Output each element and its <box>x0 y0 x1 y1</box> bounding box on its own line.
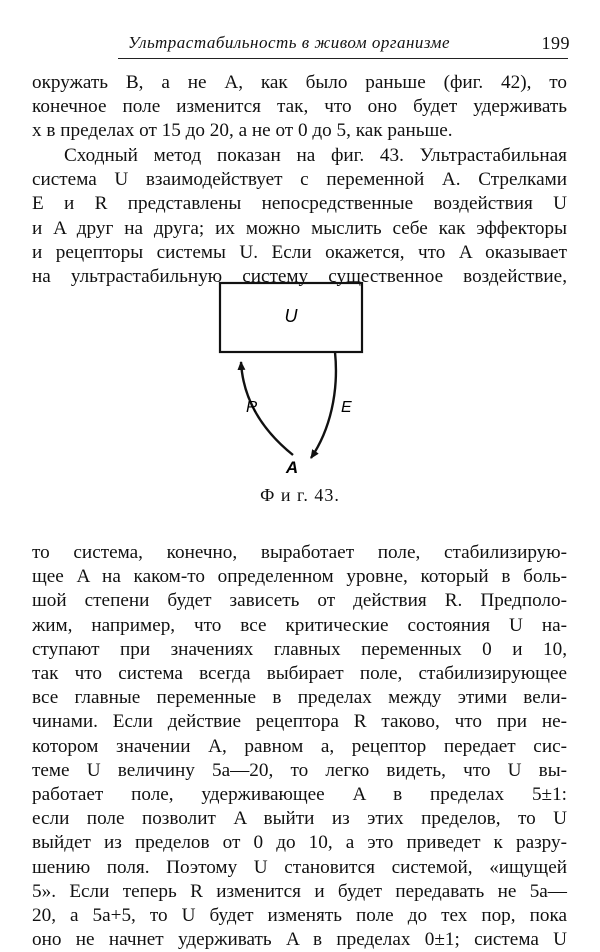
text-line: 5». Если теперь R изменится и будет передавать не 5a— <box>32 880 567 902</box>
text-line: чинами. Если действие рецептора R таково, что при не- <box>32 711 567 733</box>
text-line: на ультрастабильную систему существенное воздействие, <box>32 266 567 288</box>
text-line: если поле позволит A выйти из этих пределов, то U <box>32 808 567 830</box>
text-line: все главные переменные в пределах между этими вели- <box>32 687 567 709</box>
text-line: Сходный метод показан на фиг. 43. Ультрастабильная <box>64 145 567 166</box>
paragraph-3 <box>32 541 567 952</box>
text-line: система U взаимодействует с переменной A. Стрелками <box>32 169 567 191</box>
text-line: теме U величину 5a—20, то легко видеть, что U вы- <box>32 759 567 781</box>
arrow-R-label: R <box>246 399 258 416</box>
text-line: жим, например, что все критические состояния U на- <box>32 614 567 636</box>
variable-label: A <box>285 458 299 477</box>
arrow-E-label: E <box>341 399 352 416</box>
text-line: 20, а 5a+5, то U будет изменять поле до тех пор, пока <box>32 905 567 927</box>
text-line: и A друг на друга; их можно мыслить себе как эффекторы <box>32 217 567 239</box>
text-line: то система, конечно, выработает поле, стабилизирую- <box>32 542 567 563</box>
arrow-E <box>311 352 336 458</box>
text-line: щее A на каком-то определенном уровне, который в боль- <box>32 566 567 588</box>
text-line: E и R представлены непосредственные воздействия U <box>32 193 567 215</box>
text-line: котором значении A, равном a, рецептор передает сис- <box>32 735 567 757</box>
text-line: выйдет из пределов от 0 до 10, а это приведет к разру- <box>32 832 567 854</box>
running-title: Ультрастабильность в живом организме <box>128 33 450 52</box>
figure-caption: Ф и г. 43. <box>260 485 340 505</box>
text-line: ступают при значениях главных переменных 0 и 10, <box>32 638 567 660</box>
text-line: так что система всегда выбирает поле, стабилизирующее <box>32 663 567 685</box>
box-label: U <box>284 306 298 326</box>
text-line: конечное поле изменится так, что оно будет удерживать <box>32 96 567 118</box>
text-line: x в пределах от 15 до 20, а не от 0 до 5, как раньше. <box>32 120 453 142</box>
text-line: работает поле, удерживающее A в пределах 5±1: <box>32 784 567 806</box>
page-number: 199 <box>541 33 570 53</box>
text-line: и рецепторы системы U. Если окажется, что A оказывает <box>32 241 567 263</box>
text-line: шению поля. Поэтому U становится системой, «ищущей <box>32 856 567 878</box>
text-line: шой степени будет зависеть от действия R. Предполо- <box>32 590 567 612</box>
text-line: оно не начнет удерживать A в пределах 0±1; система U <box>32 929 567 951</box>
text-line: окружать B, а не A, как было раньше (фиг. 42), то <box>32 72 567 93</box>
